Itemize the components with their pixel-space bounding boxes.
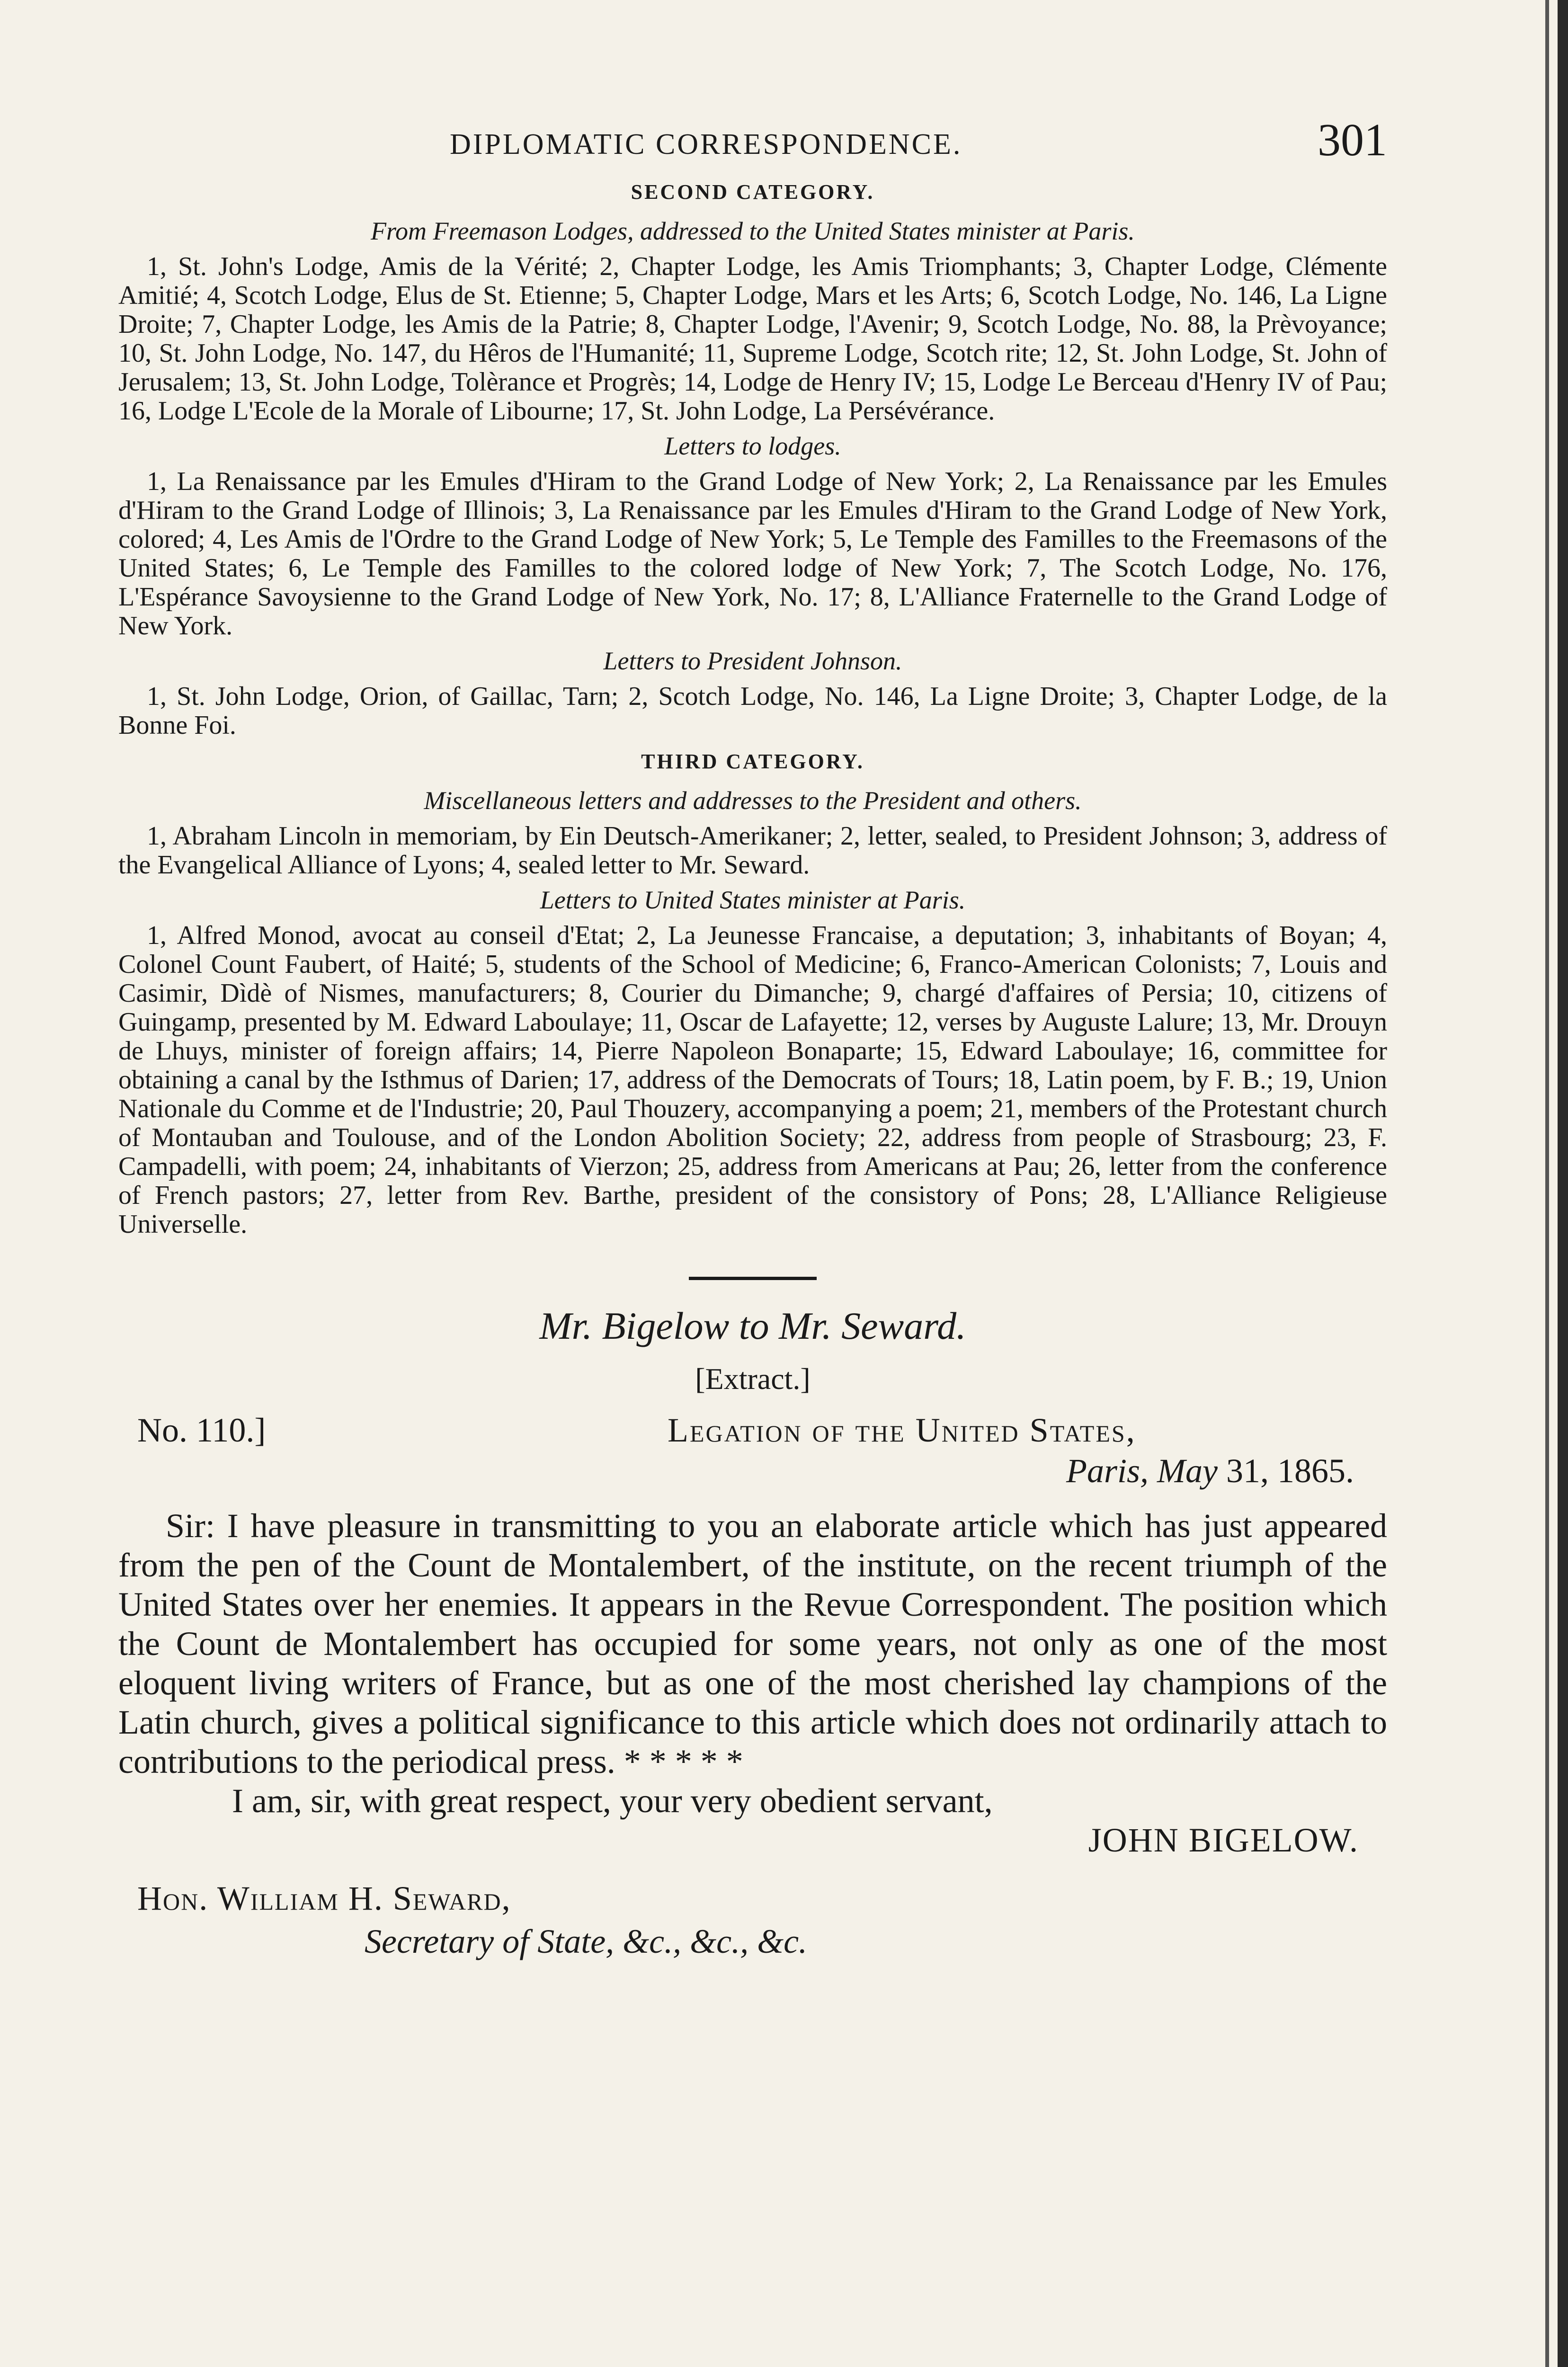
third-category-heading: THIRD CATEGORY. [641, 750, 864, 773]
minister-letters-list: 1, Alfred Monod, avocat au conseil d'Etat; 2, La Jeunesse Francaise, a deputation; 3, inhabitants of Boyan; 4, Colonel Count Faubert, of Haité; 5, students of the School of Medicine; 6, Franco-American Colonists; 7, Louis and Casimir, Dìdè of Nismes, manufacturers; 8, Courier du Dimanche; 9, chargé d'affaires of Persia; 10, citizens of Guingamp, presented by M. Edward Laboulaye; 11, Oscar de Lafayette; 12, verses by Auguste Lalure; 13, Mr. Drouyn de Lhuys, minister of foreign affairs; 14, Pierre Napoleon Bonaparte; 15, Edward Laboulaye; 16, committee for obtaining a canal by the Isthmus of Darien; 17, address of the Democrats of Tours; 18, Latin poem, by F. B.; 19, Union Nationale du Comme et de l'Industrie; 20, Paul Thouzery, accompanying a poem; 21, members of the Protestant church of Montauban and Toulouse, and of the London Abolition Society; 22, address from people of Strasbourg; 23, F. Campadelli, with poem; 24, inhabitants of Vierzon; 25, address from Americans at Pau; 26, letter from the conference of French pastors; 27, letter from Rev. Barthe, president of the consistory of Pons; 28, L'Alliance Religieuse Universelle. [118, 921, 1387, 1239]
second-category-heading: SECOND CATEGORY. [631, 180, 875, 204]
letter-date [1066, 1451, 1354, 1491]
letters-to-president-heading: Letters to President Johnson. [603, 647, 902, 675]
addressee-title: Secretary of State, &c., &c., &c. [365, 1922, 808, 1960]
letter-signature: JOHN BIGELOW. [1088, 1821, 1359, 1859]
legation-line: Legation of the United States, [668, 1411, 1136, 1449]
misc-letters-heading: Miscellaneous letters and addresses to the President and others. [424, 786, 1082, 815]
page-binding-edge [1558, 0, 1568, 2367]
bigelow-letter [118, 1304, 1387, 1961]
letter-body: Sir: I have pleasure in transmitting to you an elaborate article which has just appeared from the pen of the Count de Montalembert, of the institute, on the recent triumph of the United States over her enemies. It appears in the Revue Correspondent. The position which the Count de Montalembert has occupied for some years, not only as one of the most eloquent living writers of France, but as one of the most cherished lay champions of the Latin church, gives a political significance to this article which does not ordinarily attach to contributions to the periodical press. * * * * * [118, 1507, 1387, 1780]
dispatch-number: No. 110.] [137, 1411, 266, 1449]
running-head: DIPLOMATIC CORRESPONDENCE. [450, 128, 962, 160]
page-header [118, 99, 1387, 170]
letters-to-lodges-heading: Letters to lodges. [664, 432, 841, 460]
section-divider [689, 1277, 817, 1280]
page-number: 301 [1318, 115, 1387, 166]
letter-title: Mr. Bigelow to Mr. Seward. [539, 1304, 966, 1347]
minister-letters-heading: Letters to United States minister at Paris. [540, 886, 966, 914]
third-category-section [118, 749, 1387, 1239]
date-place: Paris, May [1066, 1452, 1218, 1490]
letter-heading-row [118, 1411, 1387, 1496]
freemason-lodges-list: 1, St. John's Lodge, Amis de la Vérité; 2, Chapter Lodge, les Amis Triomphants; 3, Chapter Lodge, Clémente Amitié; 4, Scotch Lodge, Elus de St. Etienne; 5, Chapter Lodge, Mars et les Arts; 6, Scotch Lodge, No. 146, La Ligne Droite; 7, Chapter Lodge, les Amis de la Patrie; 8, Chapter Lodge, l'Avenir; 9, Scotch Lodge, No. 88, la Prèvoyance; 10, St. John Lodge, No. 147, du Hêros de l'Humanité; 11, Supreme Lodge, Scotch rite; 12, St. John Lodge, St. John of Jerusalem; 13, St. John Lodge, Tolèrance et Progrès; 14, Lodge de Henry IV; 15, Lodge Le Berceau d'Henry IV of Pau; 16, Lodge L'Ecole de la Morale of Libourne; 17, St. John Lodge, La Persévérance. [118, 252, 1387, 426]
second-category-section [118, 180, 1387, 740]
date-year: 31, 1865. [1226, 1452, 1354, 1490]
misc-letters-list: 1, Abraham Lincoln in memoriam, by Ein Deutsch-Amerikaner; 2, letter, sealed, to President Johnson; 3, address of the Evangelical Alliance of Lyons; 4, sealed letter to Mr. Seward. [118, 821, 1387, 880]
addressee-name: Hon. William H. Seward, [137, 1879, 511, 1917]
letters-to-president-list: 1, St. John Lodge, Orion, of Gaillac, Tarn; 2, Scotch Lodge, No. 146, La Ligne Droite; 3, Chapter Lodge, de la Bonne Foi. [118, 682, 1387, 740]
page-binding-shadow [1545, 0, 1549, 2367]
extract-label: [Extract.] [695, 1362, 811, 1396]
freemason-lodges-heading: From Freemason Lodges, addressed to the United States minister at Paris. [371, 217, 1135, 245]
document-page [118, 99, 1387, 1961]
letter-closing: I am, sir, with great respect, your very obedient servant, [232, 1782, 993, 1820]
letters-to-lodges-list: 1, La Renaissance par les Emules d'Hiram to the Grand Lodge of New York; 2, La Renaissance par les Emules d'Hiram to the Grand Lodge of Illinois; 3, La Renaissance par les Emules d'Hiram to the Grand Lodge of New York, colored; 4, Les Amis de l'Ordre to the Grand Lodge of New York; 5, Le Temple des Familles to the Freemasons of the United States; 6, Le Temple des Familles to the colored lodge of New York; 7, The Scotch Lodge, No. 176, L'Espérance Savoysienne to the Grand Lodge of New York, No. 17; 8, L'Alliance Fraternelle to the Grand Lodge of New York. [118, 467, 1387, 641]
